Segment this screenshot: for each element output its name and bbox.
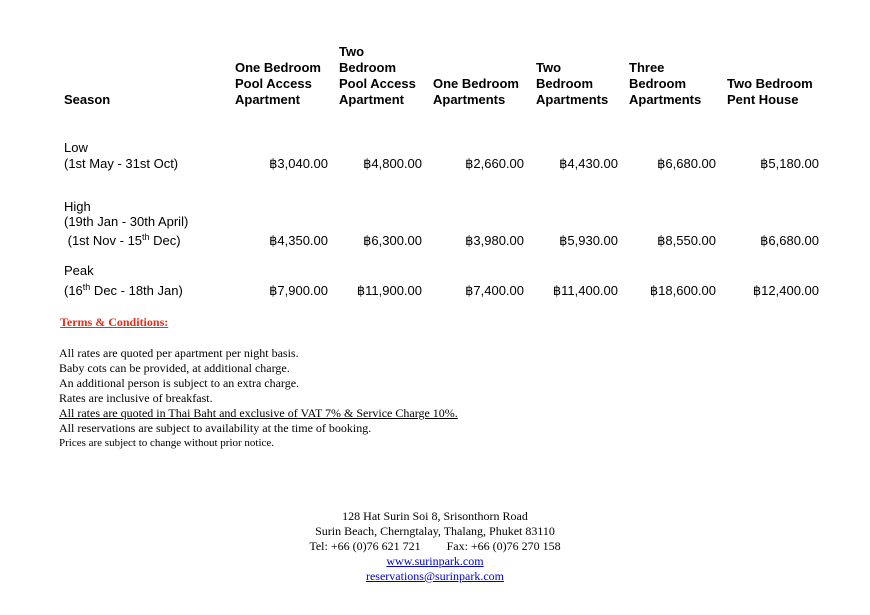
- terms-line: Prices are subject to change without prior notice.: [59, 437, 275, 449]
- table-cell: ฿8,550.00: [657, 233, 716, 248]
- footer-contact: [0, 539, 870, 554]
- table-cell: ฿4,350.00: [269, 233, 328, 248]
- table-cell: ฿6,680.00: [657, 156, 716, 171]
- header-one-bedroom-apartments: One Bedroom Apartments: [433, 76, 519, 107]
- table-cell: ฿6,300.00: [363, 233, 422, 248]
- table-cell: ฿7,400.00: [465, 283, 524, 298]
- header-one-bedroom-pool-access: One Bedroom Pool Access Apartment: [235, 60, 321, 107]
- terms-title: Terms & Conditions:: [60, 315, 169, 329]
- table-cell: ฿12,400.00: [752, 283, 819, 298]
- season-low-dates: (1st May - 31st Oct): [64, 156, 179, 171]
- table-cell: ฿2,660.00: [465, 156, 524, 171]
- header-season: Season: [64, 92, 111, 107]
- season-high-name: High: [64, 199, 91, 214]
- table-cell: ฿3,980.00: [465, 233, 524, 248]
- footer-address-line-1: 128 Hat Surin Soi 8, Srisonthorn Road: [342, 509, 528, 523]
- table-cell: ฿18,600.00: [649, 283, 716, 298]
- footer-tel: Tel: +66 (0)76 621 721: [309, 539, 421, 553]
- table-cell: ฿5,930.00: [559, 233, 618, 248]
- table-cell: ฿11,400.00: [552, 283, 618, 298]
- table-cell: ฿6,680.00: [760, 233, 819, 248]
- header-three-bedroom-apartments: Three Bedroom Apartments: [629, 60, 702, 107]
- season-high-dates-2: (1st Nov - 15th Dec): [64, 232, 181, 248]
- table-cell: ฿7,900.00: [269, 283, 328, 298]
- footer: [0, 509, 870, 584]
- terms-line: An additional person is subject to an extra charge.: [59, 376, 300, 390]
- terms-list: [59, 346, 458, 451]
- season-peak-dates: (16th Dec - 18th Jan): [64, 282, 183, 298]
- table-cell: ฿4,800.00: [363, 156, 422, 171]
- season-high-dates-1: (19th Jan - 30th April): [64, 214, 189, 229]
- terms-line-vat: All rates are quoted in Thai Baht and exclusive of VAT 7% & Service Charge 10%.: [59, 406, 458, 420]
- terms-line: All reservations are subject to availability at the time of booking.: [59, 421, 372, 435]
- table-cell: ฿5,180.00: [760, 156, 819, 171]
- footer-fax: Fax: +66 (0)76 270 158: [446, 539, 561, 553]
- table-cell: ฿3,040.00: [269, 156, 328, 171]
- terms-line: Rates are inclusive of breakfast.: [59, 391, 213, 405]
- website-link[interactable]: www.surinpark.com: [386, 554, 484, 568]
- season-peak-name: Peak: [64, 263, 94, 278]
- header-two-bedroom-apartments: Two Bedroom Apartments: [536, 60, 609, 107]
- header-two-bedroom-pool-access: Two Bedroom Pool Access Apartment: [339, 44, 416, 107]
- season-low-name: Low: [64, 140, 88, 155]
- terms-line: Baby cots can be provided, at additional charge.: [59, 361, 290, 375]
- table-cell: ฿11,900.00: [356, 283, 422, 298]
- header-two-bedroom-pent-house: Two Bedroom Pent House: [727, 76, 813, 107]
- terms-line: All rates are quoted per apartment per night basis.: [59, 346, 299, 360]
- footer-address-line-2: Surin Beach, Cherngtalay, Thalang, Phuket 83110: [315, 524, 555, 538]
- email-link[interactable]: reservations@surinpark.com: [365, 569, 504, 583]
- table-cell: ฿4,430.00: [559, 156, 618, 171]
